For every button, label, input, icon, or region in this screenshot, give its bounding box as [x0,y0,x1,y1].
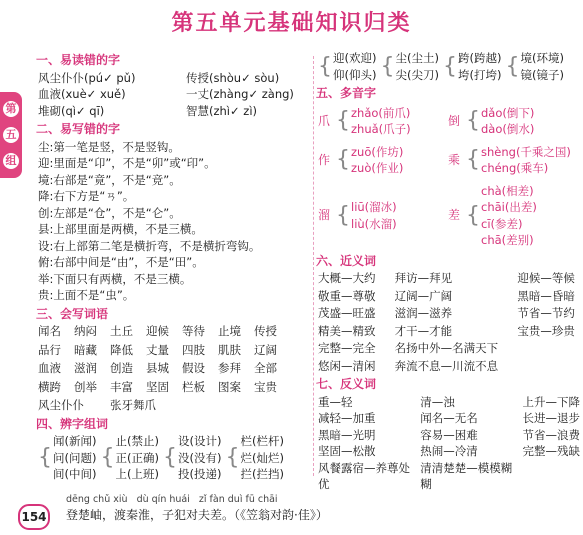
readings [481,105,534,138]
footer-pinyin: dēng chǔ xiù dù qín huái zǐ fàn duì fū chāi [66,494,278,505]
char-word: 间(中间) [53,467,97,481]
polyphone-reading: chéng(乘车) [481,161,549,175]
vocab-word: 创造 [110,361,133,375]
polyphone-reading: dǎo(倒下) [481,105,535,120]
char-stack [240,433,283,483]
vocab-word: 全部 [254,361,277,375]
brace: { [225,444,240,470]
vocab-word: 暗藏 [74,342,97,357]
vocab-word: 创举 [74,379,97,394]
writing-note: 设:右上部第二笔是横折弯，不是横折弯钩。 [38,238,261,253]
reading-item: 一丈(zhàng✓ zàng) [186,87,294,101]
antonym-pair: 上升—下降 [522,394,580,409]
char-word: 设(设计) [177,434,222,448]
char-group [380,50,438,83]
vocab-word: 纳闷 [74,324,97,338]
char-word: 问(问题) [53,450,97,465]
readings [351,199,397,232]
section-heading: 二、易写错的字 [36,122,121,136]
section-heading: 四、辨字组词 [36,416,109,431]
vocab-word: 四肢 [182,342,205,357]
writing-note: 境:右部是“竟”，不是“竞”。 [38,172,181,187]
brace: { [38,444,52,470]
polyphone-reading: chāi(出差) [481,200,537,214]
polyphone [318,105,448,138]
char-word: 没(没有) [177,450,222,465]
antonym-pair: 完整—残缺 [522,444,580,458]
char-word: 尖(尖刀) [395,67,439,82]
polyphone-reading: chà(相差) [481,183,534,198]
writing-note: 举:下面只有两横，不是三横。 [38,271,192,286]
brace: { [318,53,332,79]
vocab-word: 土丘 [110,324,133,338]
writing-note: 创:左部是“仓”，不是“仑”。 [38,205,181,220]
synonym-pair: 辽阔—广阔 [394,288,453,303]
char-word: 境(环境) [520,51,564,65]
section-heading: 三、会写词语 [36,306,109,321]
reading-item: 堆砌(qì✓ qī) [38,103,105,118]
writing-note: 县:上部里面是两横，不是三横。 [38,222,203,236]
synonym-pair: 黑暗—昏暗 [517,288,575,303]
char-group [505,50,563,83]
section-heading: 一、易读错的字 [36,53,121,67]
vocab-word: 风尘仆仆 [38,398,84,412]
char-stack [458,50,501,83]
char-word: 镜(镜子) [520,67,564,82]
synonym-pair: 迎候—等候 [517,271,575,285]
polyphone-char: 溜 [318,208,331,223]
polyphone-reading: liù(水溜) [351,216,397,231]
readings [481,144,571,177]
polyphone-reading: zuò(作业) [351,161,404,175]
polyphone-reading: liū(溜冰) [351,200,397,214]
char-group [443,50,501,83]
char-stack [520,50,563,83]
antonym-pair: 热闹—冷清 [420,444,478,458]
char-stack [333,50,376,83]
vocab-word: 栏板 [182,379,205,394]
polyphone [448,183,578,249]
polyphone [318,144,448,177]
readings [481,183,537,249]
char-group [225,433,283,483]
unit-tab [0,92,22,178]
polyphone-reading: chā(差别) [481,233,534,247]
synonym-pair: 茂盛—旺盛 [318,306,376,320]
page-number: 154 [18,504,50,530]
antonym-pair: 长进—退步 [522,411,580,425]
antonym-pair: 清—浊 [420,394,455,409]
vocab-word: 宝贵 [254,379,277,394]
brace: { [505,53,520,79]
brace: { [162,444,177,470]
vocab-word: 张牙舞爪 [110,398,156,412]
synonym-pair: 宝贵—珍贵 [517,323,575,338]
vocab-word: 丈量 [146,342,169,357]
synonym-pair: 精美—精致 [318,323,376,338]
brace: { [336,147,350,172]
char-word: 栏(栏杆) [240,434,284,448]
brace: { [100,444,115,470]
reading-item: 传授(shòu✓ sòu) [186,70,280,85]
antonym-pair: 容易—困难 [420,427,478,442]
vocab-word: 闻名 [38,324,61,338]
synonym-pair: 悠闲—清闲 [318,358,376,373]
brace: { [466,108,480,133]
polyphone [448,144,578,177]
char-word: 上(上班) [115,467,159,481]
polyphone-char: 作 [318,152,331,167]
char-group [100,433,158,483]
brace: { [442,53,457,79]
polyphone-char: 差 [448,208,461,223]
polyphone-reading: shèng(千乘之国) [481,144,571,159]
polyphone-reading: zuō(作坊) [351,144,404,159]
section-heading: 五、多音字 [316,86,377,100]
antonym-pair: 清清楚楚—模模糊糊 [420,460,513,491]
tab-char: 五 [3,127,19,143]
reading-row [38,86,308,103]
readings [351,144,403,177]
page-title: 第五单元基础知识归类 [171,11,412,36]
char-stack [115,433,158,483]
char-word: 闻(新闻) [53,434,97,448]
tab-char: 组 [3,153,19,169]
writing-note: 尘:第一笔是竖，不是竖钩。 [38,139,180,154]
vocab-word: 参拜 [218,361,241,375]
synonym-pair: 敬重—尊敬 [318,288,376,303]
synonym-pair: 完整—完全 [318,341,376,355]
char-stack [178,433,221,483]
brace: { [336,202,350,228]
vocab-word: 滋润 [74,361,97,375]
char-word: 尘(尘土) [395,51,439,65]
char-word: 投(投递) [177,467,222,481]
antonym-pair: 坚固—松散 [318,444,376,458]
polyphone [448,105,578,138]
antonym-pair: 节省—浪费 [522,427,580,442]
reading-row [38,70,308,87]
tab-char: 第 [3,101,19,117]
polyphone-reading: cī(参差) [481,216,523,231]
char-word: 仰(仰头) [333,67,377,82]
reading-row [38,103,308,120]
char-word: 烂(灿烂) [240,450,284,465]
reading-item: 智慧(zhì✓ zì) [186,103,258,118]
writing-note: 降:右下方是“ㄢ”。 [38,189,135,203]
vocab-word: 图案 [218,379,241,394]
brace: { [466,202,480,228]
antonym-pair: 减轻—加重 [318,411,376,425]
vocab-word: 辽阔 [254,342,277,357]
antonym-pair [523,460,581,493]
char-word: 拦(拦挡) [240,467,284,481]
section-heading: 六、近义词 [316,253,377,268]
vocab-word: 降低 [110,342,133,357]
char-word: 止(禁止) [115,434,159,448]
vocab-word: 丰富 [110,379,133,394]
synonym-pair: 名扬中外—名满天下 [394,341,499,355]
polyphone-char: 爪 [318,113,331,128]
reading-item: 血液(xuè✓ xuě) [38,87,126,101]
char-word: 正(正确) [115,450,159,465]
synonym-pair: 滋润—滋养 [394,306,453,320]
vocab-word: 血液 [38,361,61,375]
char-group [318,50,376,83]
vocab-word: 假设 [182,361,205,375]
vocab-word: 坚固 [146,379,169,394]
reading-item: 风尘仆仆(pú✓ pǔ) [38,70,136,85]
brace: { [466,147,480,172]
polyphone [318,183,448,249]
left-column [38,50,308,483]
brace: { [336,108,350,133]
vocab-word: 横跨 [38,379,61,394]
antonym-pair: 重—轻 [318,394,353,409]
page-footer [0,490,583,535]
synonym-pair: 奔流不息—川流不息 [394,358,499,373]
synonym-pair: 节省—节约 [517,306,575,320]
synonym-pair: 大概—大约 [318,271,376,285]
section-heading: 七、反义词 [316,377,377,391]
antonym-pair: 闻名—无名 [420,411,478,425]
vocab-word: 品行 [38,342,61,357]
polyphone-char: 倒 [448,113,461,128]
vocab-word: 县城 [146,361,169,375]
vocab-word: 等待 [182,324,205,338]
char-stack [53,433,96,483]
footer-verse: 登楚岫，渡秦淮，子犯对夫差。（《笠翁对韵·佳》） [66,508,328,522]
right-column [318,50,580,493]
synonym-pair [517,340,580,357]
antonym-pair: 风餐露宿—养尊处优 [318,460,410,491]
brace: { [380,53,395,79]
vocab-word: 迎候 [146,324,169,338]
writing-note: 贵:上面不是“虫”。 [38,288,135,302]
char-stack [395,50,438,83]
vocab-word: 肌肤 [218,342,241,357]
vocab-word: 传授 [254,324,277,338]
vocab-word: 止境 [218,324,241,338]
char-group [163,433,221,483]
writing-note: 俯:右部中间是“由”，不是“田”。 [38,255,204,269]
column-divider [313,56,314,476]
char-word: 跨(跨越) [457,51,502,65]
synonym-pair [517,358,580,375]
char-word: 迎(欢迎) [333,51,377,65]
synonym-pair: 才干—才能 [394,323,453,338]
synonym-pair: 拜访—拜见 [394,271,453,285]
writing-note: 迎:里面是“卬”，不是“卯”或“印”。 [38,156,216,170]
polyphone-char: 乘 [448,152,461,167]
polyphone-reading: zhuǎ(爪子) [351,122,411,136]
polyphone-reading: dào(倒水) [481,122,535,136]
char-word: 垮(打垮) [457,67,502,82]
polyphone-reading: zhǎo(前爪) [351,105,411,120]
readings [351,105,411,138]
antonym-pair: 黑暗—光明 [318,427,376,442]
char-group [38,433,96,483]
